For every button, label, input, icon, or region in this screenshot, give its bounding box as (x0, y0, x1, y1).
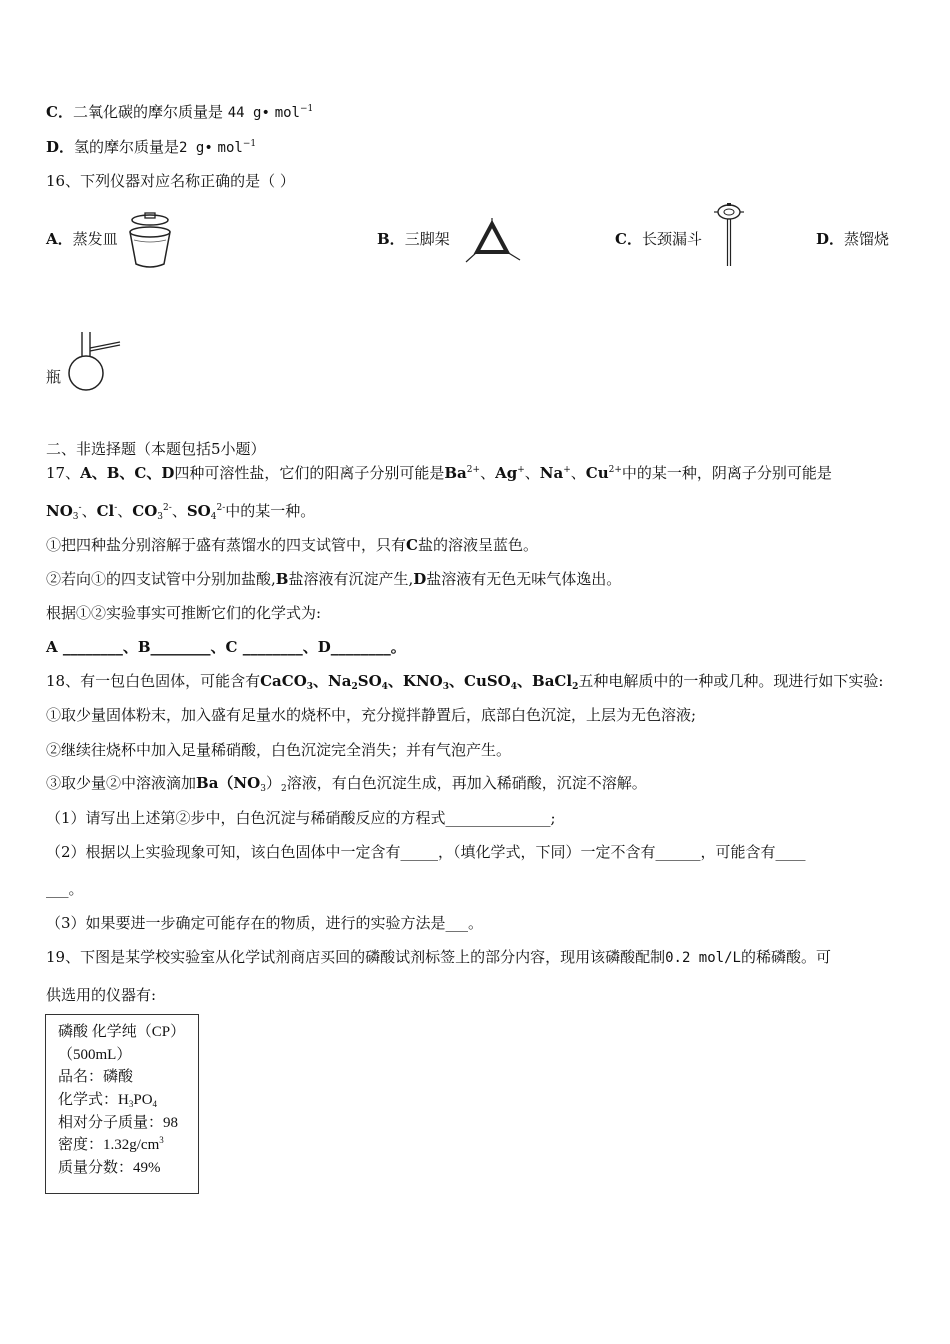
q15-option-c: C．二氧化碳的摩尔质量是 44 g• mol$^{-1}$ (46, 103, 314, 121)
q18-part-1: （1）请写出上述第②步中，白色沉淀与稀硝酸反应的方程式______________; (46, 809, 556, 827)
q16-option-b: B．三脚架 (377, 230, 450, 248)
q16-option-c: C．长颈漏斗 (615, 230, 702, 248)
evaporating-dish-crucible-icon (126, 210, 184, 270)
q18-part-3: （3）如果要进一步确定可能存在的物质，进行的实验方法是___。 (46, 914, 484, 932)
label-mass-fraction: 质量分数：49% (58, 1160, 161, 1176)
q17-statement-3: 根据①②实验事实可推断它们的化学式为: (46, 604, 322, 622)
label-molar-mass: 相对分子质量：98 (58, 1115, 179, 1131)
q16-option-d-cont: 瓶 (46, 368, 62, 386)
q15-option-d: D．氢的摩尔质量是2 g• mol$^{-1}$ (46, 138, 257, 156)
section2-title: 二、非选择题（本题包括5小题） (46, 440, 266, 458)
q17-answer-blanks: A ________、B________、C ________、D________。 (46, 638, 406, 656)
q16-option-a: A．蒸发皿 (46, 230, 118, 248)
q18-part-2: （2）根据以上实验现象可知，该白色固体中一定含有_____，（填化学式，下同）一定不含有______，可能含有____ (46, 843, 806, 861)
q19-line2: 供选用的仪器有: (46, 986, 157, 1004)
label-title: 磷酸 化学纯（CP） (58, 1024, 186, 1040)
q17-statement-1: ①把四种盐分别溶解于盛有蒸馏水的四支试管中，只有C盐的溶液呈蓝色。 (46, 536, 538, 554)
label-formula: 化学式：$H_3PO_4$ (58, 1092, 158, 1109)
label-density: 密度：$1.32g/cm^3$ (58, 1135, 164, 1153)
q17-line2: $NO_3^-$、Cl-、$CO_3^{2-}$、$SO_4^{2-}$中的某一种。 (46, 502, 316, 522)
q18-part-2-cont: ___。 (46, 880, 84, 898)
q18-step-2: ②继续往烧杯中加入足量稀硝酸，白色沉淀完全消失；并有气泡产生。 (46, 741, 512, 759)
label-name: 品名：磷酸 (58, 1069, 134, 1085)
q16-option-d: D．蒸馏烧 (816, 230, 890, 248)
q17-line1: 17、A、B、C、D四种可溶性盐，它们的阳离子分别可能是$Ba^{2+}$、Ag+、Na+、$Cu^{2+}$中的某一种，阴离子分别可能是 (46, 464, 832, 482)
tripod-triangle-icon (464, 218, 522, 266)
thistle-funnel-icon (712, 200, 746, 268)
label-volume: （500mL） (58, 1047, 132, 1063)
q18-step-3: ③取少量②中溶液滴加$Ba(NO_3)_2$溶液，有白色沉淀生成，再加入稀硝酸，沉淀不溶解。 (46, 774, 647, 794)
q18-line1: 18、有一包白色固体，可能含有CaCO$_3$、$Na_2SO_4$、$KNO_3$、CuSO$_4$、BaCl$_2$五种电解质中的一种或几种。现进行如下实验: (46, 672, 884, 692)
q16-stem: 16、下列仪器对应名称正确的是（ ） (46, 172, 295, 190)
q18-step-1: ①取少量固体粉末，加入盛有足量水的烧杯中，充分搅拌静置后，底部白色沉淀，上层为无色溶液; (46, 706, 697, 724)
q19-line1: 19、下图是某学校实验室从化学试剂商店买回的磷酸试剂标签上的部分内容，现用该磷酸配制0.2 mol/L的稀磷酸。可 (46, 948, 831, 966)
distillation-flask-icon (64, 330, 124, 392)
q17-statement-2: ②若向①的四支试管中分别加盐酸,B盐溶液有沉淀产生,D盐溶液有无色无味气体逸出。 (46, 570, 622, 588)
